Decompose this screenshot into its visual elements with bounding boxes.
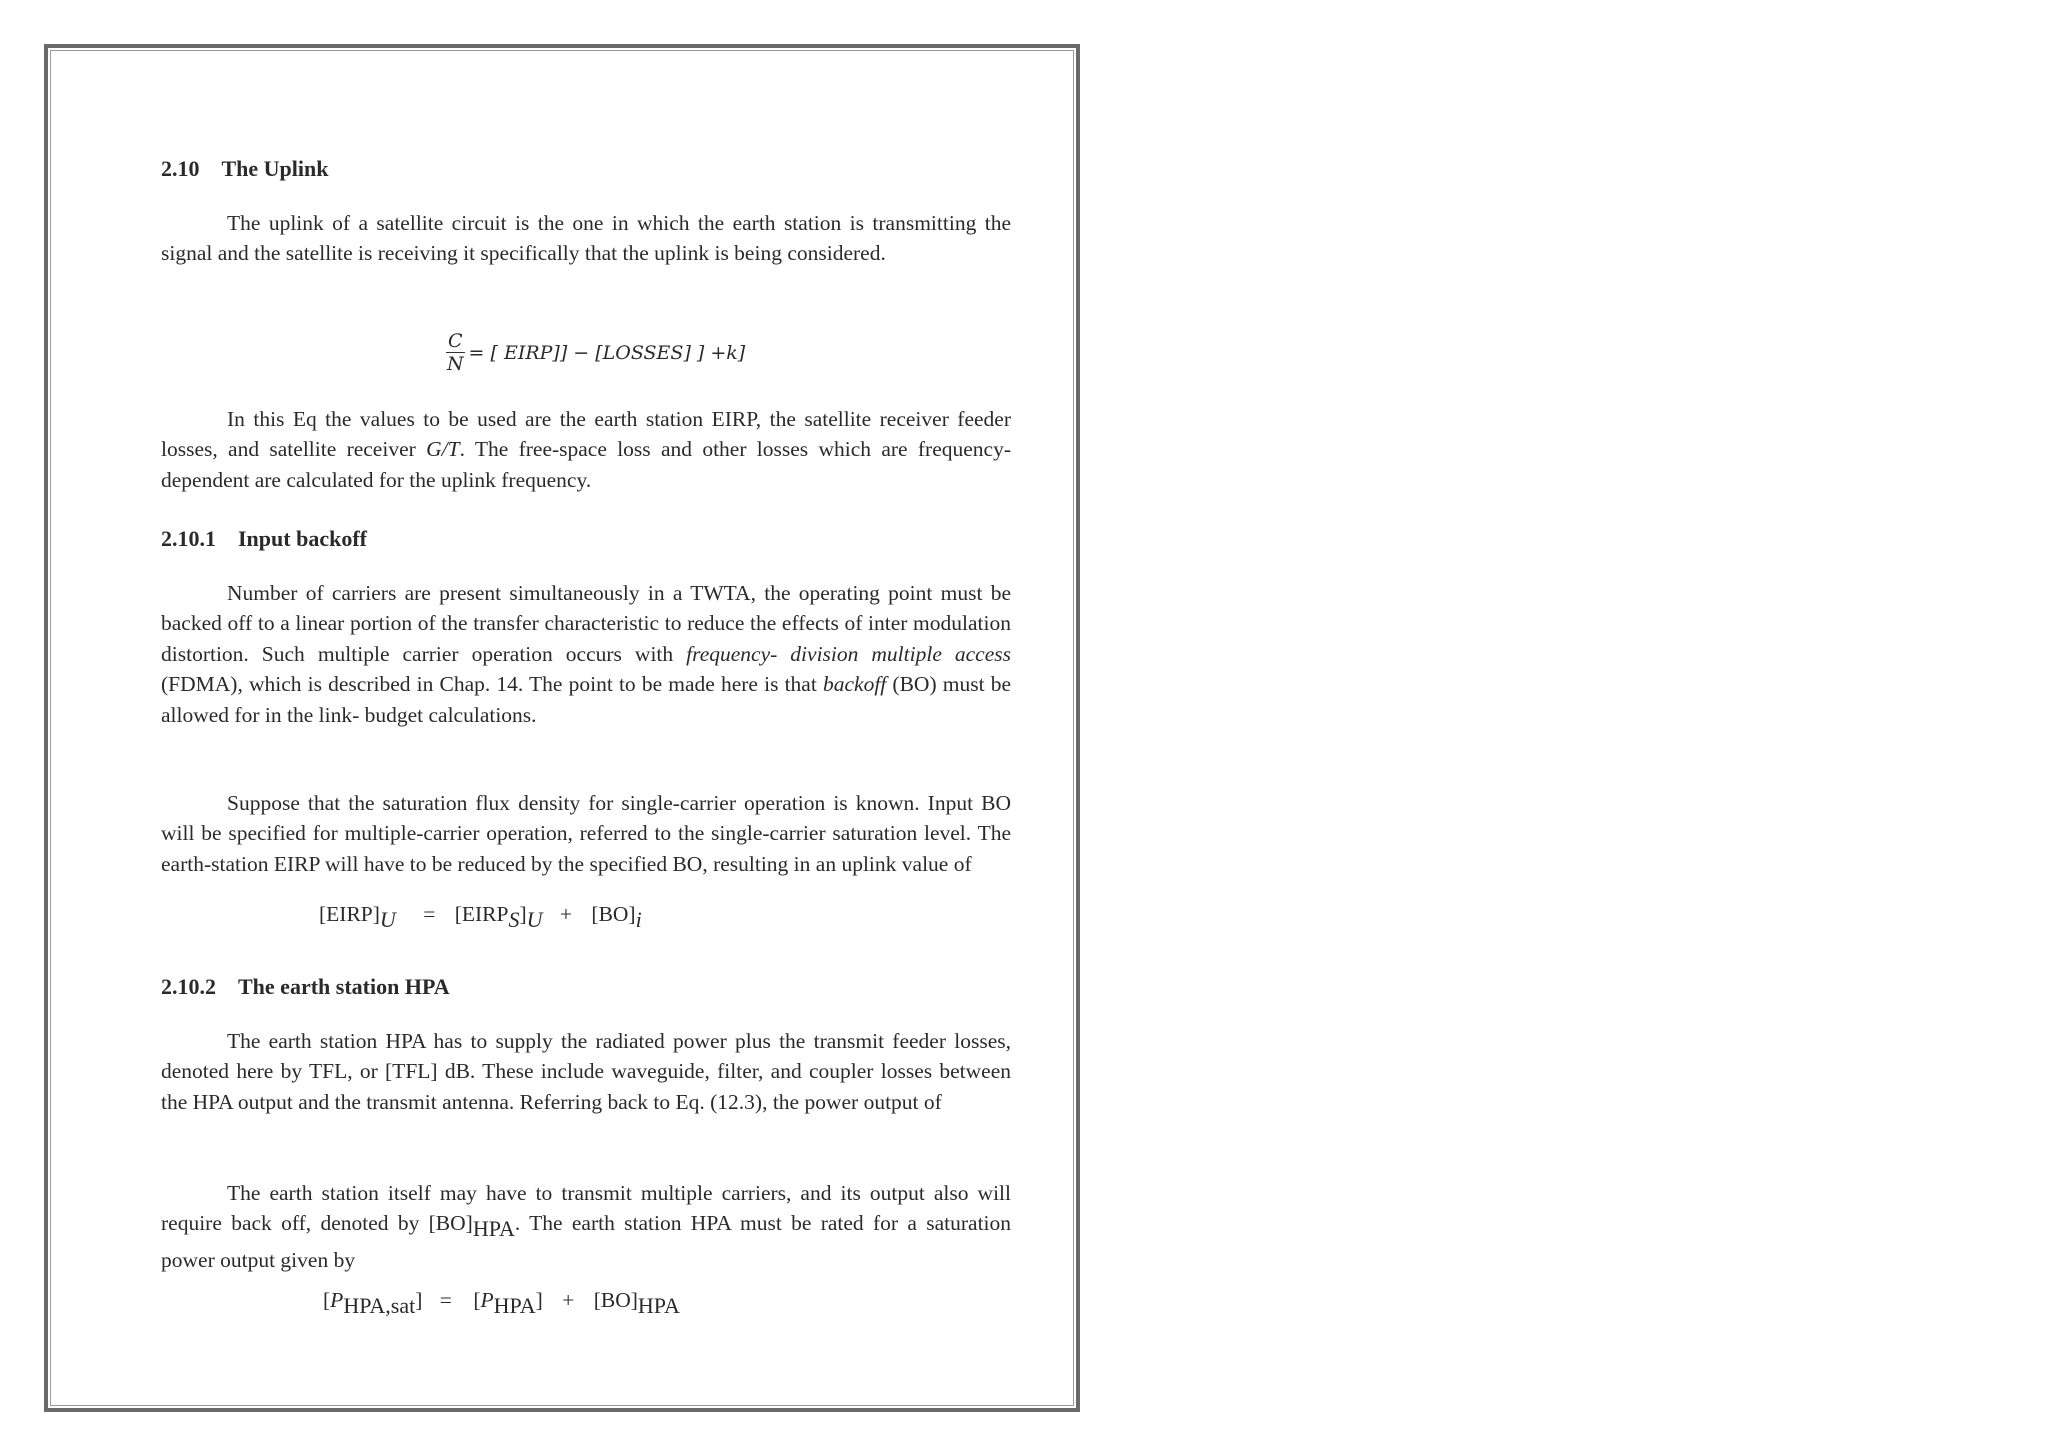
paragraph-hpa-power: The earth station HPA has to supply the radiated power plus the transmit feeder losses, denoted here by TFL, or [TFL] dB. These include waveguide, filter, and coupler losses between the HPA output and the transmit antenna. Referring back to Eq. (12.3), the power output of <box>161 1029 1011 1114</box>
eq-bracket: [ <box>323 1288 331 1312</box>
eq-sign: = <box>423 902 436 926</box>
eq-bracket: ] <box>519 902 527 926</box>
fraction-numerator: C <box>448 330 463 352</box>
eq-sign: = <box>439 1288 452 1312</box>
eq-plus: + <box>562 1288 575 1312</box>
section-title: The Uplink <box>221 156 329 181</box>
section-heading-uplink <box>161 154 329 184</box>
paragraph-backoff-carriers <box>161 578 1011 730</box>
eq-subscript: U <box>379 907 396 932</box>
eq-term: [BO] <box>593 1288 638 1312</box>
eq-bracket: ] <box>415 1288 423 1312</box>
section-title: Input backoff <box>238 526 367 551</box>
eq-subscript: i <box>635 907 642 932</box>
text-run: . The earth station HPA must be rated for a saturation power output given by <box>161 1211 1012 1272</box>
paragraph-saturation-flux: Suppose that the saturation flux density for single-carrier operation is known. Input BO will be specified for multiple-carrier operation, referred to the single-carrier saturation level. The earth-station EIRP will have to be reduced by the specified BO, resulting in an uplink value of <box>161 791 1011 876</box>
eq-plus: + <box>559 902 573 926</box>
section-heading-input-backoff <box>161 524 367 554</box>
section-heading-earth-station-hpa <box>161 972 450 1002</box>
text-fdma-italic: frequency- division multiple access <box>686 641 1011 666</box>
equation-rhs: = [ EIRP]] − [LOSSES] ] +k] <box>468 341 746 364</box>
eq-bracket: ] <box>535 1288 543 1312</box>
section-number: 2.10.1 <box>161 526 216 551</box>
eq-subscript: HPA <box>493 1293 536 1318</box>
text-backoff-italic: backoff <box>822 672 887 697</box>
eq-symbol-p: P <box>480 1288 494 1312</box>
document-page <box>44 44 1080 1412</box>
text-run: Number of carriers are present simultaneously in a TWTA, the operating point must be backed off to a linear portion of the transfer characteristic to reduce the effects of inter modulation distortion. Such multiple carrier operation occurs with <box>161 581 1011 666</box>
eq-term: [BO] <box>591 902 636 926</box>
text-gt-italic: G/T <box>426 437 460 462</box>
eq-symbol-p: P <box>330 1288 344 1312</box>
eq-subscript: S <box>508 907 520 932</box>
eq-subscript: HPA <box>637 1293 680 1318</box>
eq-subscript: U <box>526 907 543 932</box>
eq-subscript: HPA,sat <box>343 1293 416 1318</box>
text-run: (BO) must be allowed for in the link- budget calculations. <box>161 672 1012 727</box>
fraction-denominator: N <box>446 353 464 375</box>
text-run: . The free-space loss and other losses which are frequency-dependent are calculated for the uplink frequency. <box>161 437 1011 492</box>
fraction-c-over-n <box>446 330 465 375</box>
paragraph-uplink-intro: The uplink of a satellite circuit is the one in which the earth station is transmitting the signal and the satellite is receiving it specifically that the uplink is being considered. <box>161 211 1011 266</box>
equation-uplink-eirp <box>319 902 642 933</box>
eq-term: [EIRP <box>454 902 509 926</box>
eq-bracket: [ <box>473 1288 481 1312</box>
eq-term: [EIRP] <box>319 902 380 926</box>
equation-hpa-saturation <box>323 1288 680 1319</box>
section-number: 2.10 <box>161 156 200 181</box>
text-run: In this Eq the values to be used are the earth station EIRP, the satellite receiver feeder losses, and satellite receiver <box>161 407 1011 462</box>
paragraph-hpa-multiple-carriers <box>161 1178 1011 1275</box>
section-title: The earth station HPA <box>238 974 450 999</box>
section-number: 2.10.2 <box>161 974 216 999</box>
text-subscript: HPA <box>472 1216 515 1242</box>
text-run: The earth station itself may have to transmit multiple carriers, and its output also will require back off, denoted by [BO] <box>161 1181 1011 1236</box>
paragraph-uplink-values <box>161 404 1011 495</box>
equation-carrier-to-noise <box>446 330 745 375</box>
text-run: (FDMA), which is described in Chap. 14. The point to be made here is that <box>161 672 823 697</box>
